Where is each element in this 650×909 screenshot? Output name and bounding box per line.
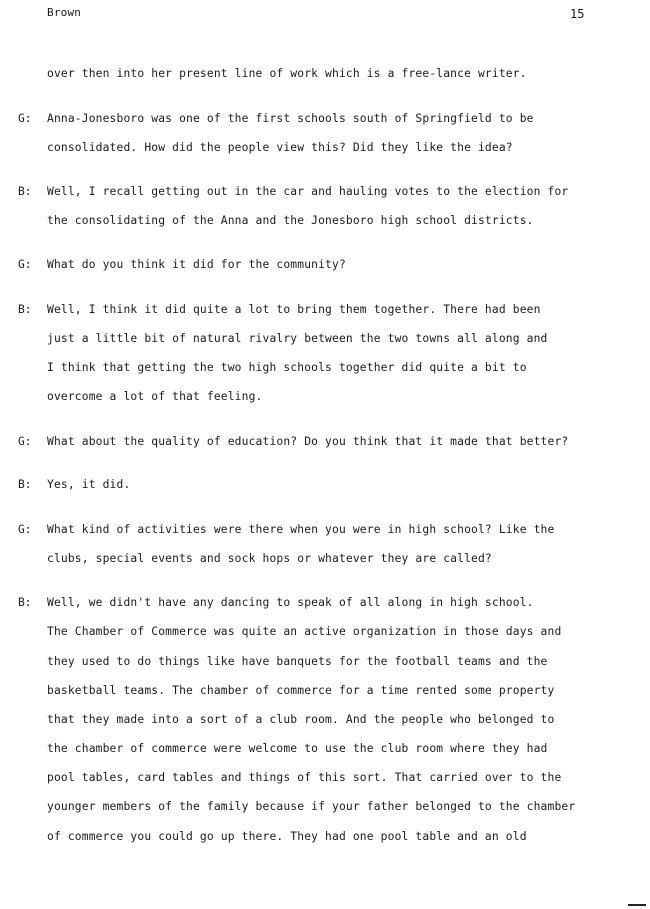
scan-artifact-mark	[628, 904, 646, 906]
transcript-line: over then into her present line of work which is a free-lance writer.	[47, 67, 527, 80]
speaker-label: B:	[18, 303, 32, 316]
transcript-line: clubs, special events and sock hops or whatever they are called?	[47, 552, 492, 565]
speaker-label: G:	[18, 112, 32, 125]
header-page-number: 15	[570, 7, 585, 21]
transcript-line: pool tables, card tables and things of this sort. That carried over to the	[47, 771, 562, 784]
transcript-line: Well, I think it did quite a lot to bring them together. There had been	[47, 303, 541, 316]
transcript-line: younger members of the family because if your father belonged to the chamber	[47, 800, 576, 813]
transcript-line: What about the quality of education? Do you think that it made that better?	[47, 435, 569, 448]
transcript-line: the chamber of commerce were welcome to use the club room where they had	[47, 742, 548, 755]
transcript-line: Yes, it did.	[47, 478, 131, 491]
transcript-line: Anna-Jonesboro was one of the first schools south of Springfield to be	[47, 112, 534, 125]
transcript-line: What kind of activities were there when you were in high school? Like the	[47, 523, 555, 536]
speaker-label: B:	[18, 478, 32, 491]
transcript-line: consolidated. How did the people view this? Did they like the idea?	[47, 141, 513, 154]
transcript-line: the consolidating of the Anna and the Jonesboro high school districts.	[47, 214, 534, 227]
speaker-label: G:	[18, 435, 32, 448]
transcript-line: Well, we didn't have any dancing to speak of all along in high school.	[47, 596, 534, 609]
transcript-line: basketball teams. The chamber of commerce for a time rented some property	[47, 684, 555, 697]
transcript-line: that they made into a sort of a club room. And the people who belonged to	[47, 713, 555, 726]
speaker-label: G:	[18, 258, 32, 271]
transcript-line: What do you think it did for the community?	[47, 258, 346, 271]
transcript-line: I think that getting the two high schools together did quite a bit to	[47, 361, 527, 374]
header-interviewee-name: Brown	[47, 6, 82, 19]
transcript-line: they used to do things like have banquets for the football teams and the	[47, 655, 548, 668]
transcript-line: The Chamber of Commerce was quite an active organization in those days and	[47, 625, 562, 638]
speaker-label: B:	[18, 185, 32, 198]
speaker-label: G:	[18, 523, 32, 536]
transcript-line: overcome a lot of that feeling.	[47, 390, 263, 403]
transcript-line: Well, I recall getting out in the car and hauling votes to the election for	[47, 185, 569, 198]
speaker-label: B:	[18, 596, 32, 609]
transcript-line: of commerce you could go up there. They had one pool table and an old	[47, 830, 527, 843]
transcript-line: just a little bit of natural rivalry between the two towns all along and	[47, 332, 548, 345]
